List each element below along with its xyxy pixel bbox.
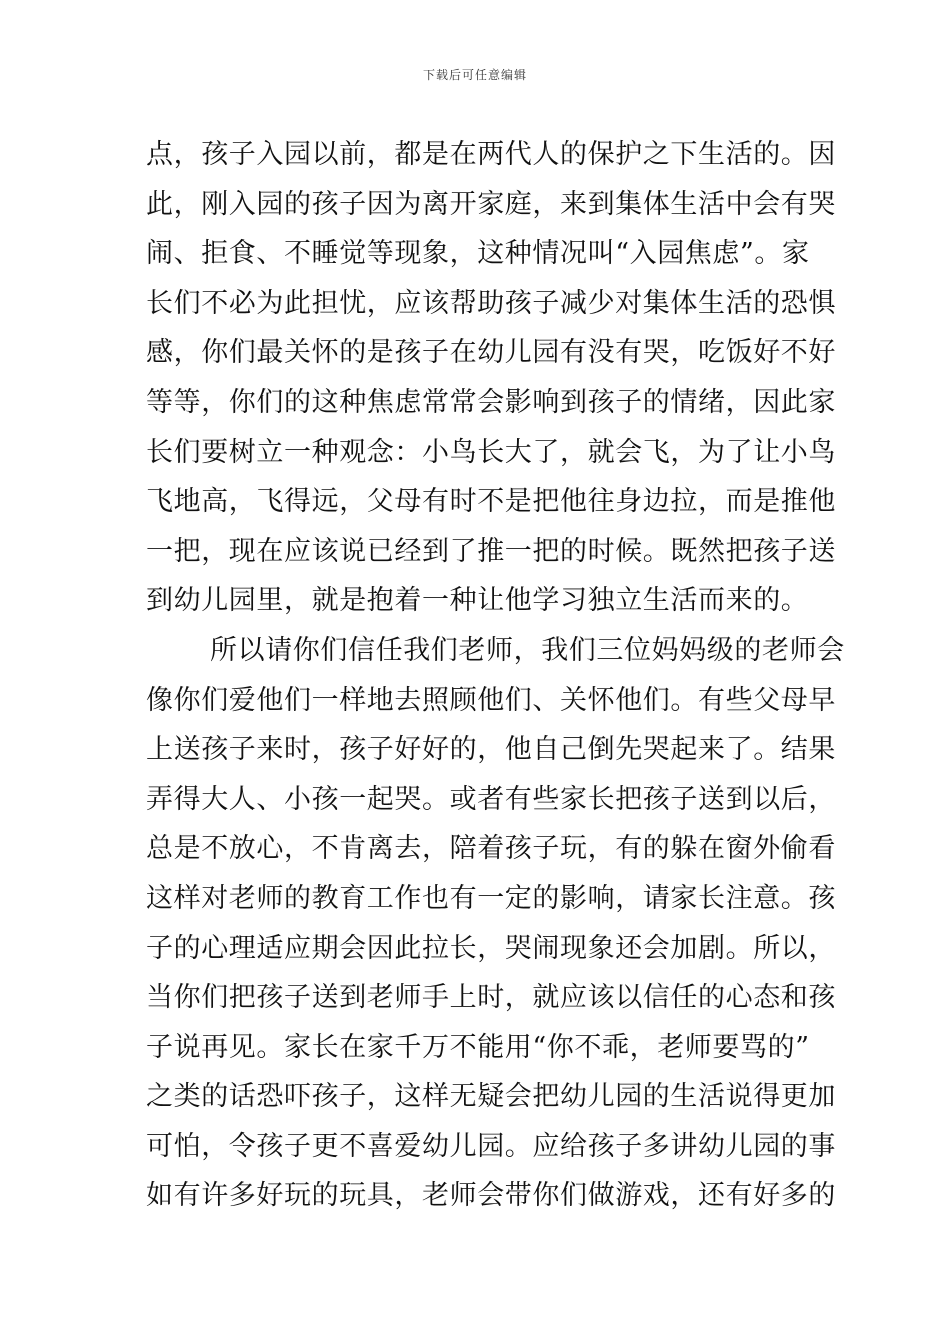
text-line: 飞地高，飞得远，父母有时不是把他往身边拉，而是推他: [146, 486, 836, 518]
text-line: 上送孩子来时，孩子好好的，他自己倒先哭起来了。结果: [146, 734, 836, 766]
text-line: 可怕，令孩子更不喜爱幼儿园。应给孩子多讲幼儿园的事: [146, 1130, 836, 1162]
text-line: 等等，你们的这种焦虑常常会影响到孩子的情绪，因此家: [146, 386, 836, 418]
document-body: [146, 130, 845, 1221]
text-line: 到幼儿园里，就是抱着一种让他学习独立生活而来的。: [146, 585, 809, 617]
text-line: 点，孩子入园以前，都是在两代人的保护之下生活的。因: [146, 139, 836, 170]
text-line: 闹、拒食、不睡觉等现象，这种情况叫“入园焦虑”。家: [146, 238, 810, 270]
text-line: 弄得大人、小孩一起哭。或者有些家长把孩子送到以后，: [146, 783, 836, 815]
text-line: 之类的话恐吓孩子，这样无疑会把幼儿园的生活说得更加: [146, 1081, 836, 1113]
text-line: 像你们爱他们一样地去照顾他们、关怀他们。有些父母早: [146, 684, 836, 716]
header-note: 下载后可任意编辑: [422, 68, 527, 82]
paragraph-first-line: 所以请你们信任我们老师，我们三位妈妈级的老师会: [210, 634, 845, 666]
text-line: 长们不必为此担忧，应该帮助孩子减少对集体生活的恐惧: [146, 287, 836, 319]
text-line: 此，刚入园的孩子因为离开家庭，来到集体生活中会有哭: [146, 188, 836, 220]
text-line: 感，你们最关怀的是孩子在幼儿园有没有哭，吃饭好不好: [146, 337, 836, 369]
text-line: 总是不放心，不肯离去，陪着孩子玩，有的躲在窗外偷看: [146, 833, 836, 865]
text-line: 长们要树立一种观念：小鸟长大了，就会飞，为了让小鸟: [146, 436, 836, 468]
text-line: 当你们把孩子送到老师手上时，就应该以信任的心态和孩: [146, 982, 836, 1014]
text-line: 这样对老师的教育工作也有一定的影响，请家长注意。孩: [146, 882, 836, 914]
text-line: 如有许多好玩的玩具，老师会带你们做游戏，还有好多的: [146, 1180, 836, 1212]
text-line: 子说再见。家长在家千万不能用“你不乖，老师要骂的”: [146, 1031, 810, 1063]
text-line: 子的心理适应期会因此拉长，哭闹现象还会加剧。所以，: [146, 932, 836, 964]
text-line: 一把，现在应该说已经到了推一把的时候。既然把孩子送: [146, 535, 836, 567]
